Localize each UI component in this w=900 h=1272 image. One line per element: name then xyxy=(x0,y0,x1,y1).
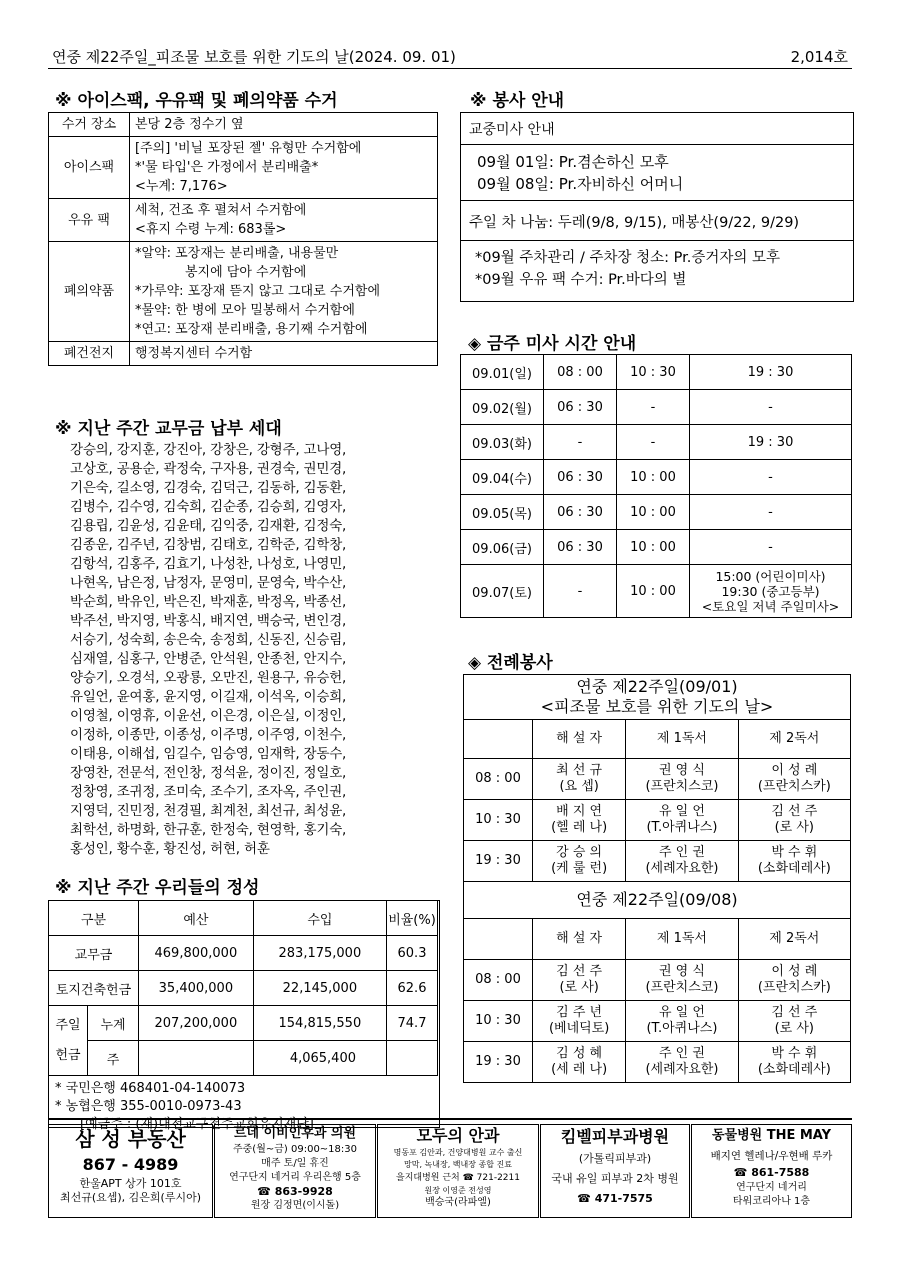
donor-line: 이정하, 이종만, 이종성, 이주명, 이주영, 이천수, xyxy=(70,727,347,743)
donor-line: 김종운, 김주년, 김창범, 김태호, 김학준, 김학창, xyxy=(70,537,347,553)
issue-title: 연중 제22주일_피조물 보호를 위한 기도의 날(2024. 09. 01) xyxy=(52,48,456,66)
table-row xyxy=(49,1041,438,1076)
date-cell: 09.03(화) xyxy=(461,425,544,460)
value-line: 세척, 건조 후 펼쳐서 수거함에 xyxy=(135,203,307,218)
collection-title: ※ 아이스팩, 우유팩 및 폐의약품 수거 xyxy=(55,91,338,111)
service-title: ※ 봉사 안내 xyxy=(470,91,565,111)
finance-title: ※ 지난 주간 우리들의 정성 xyxy=(55,878,260,898)
time-cell: 06 : 30 xyxy=(544,460,617,495)
row-label: 교무금 xyxy=(49,936,139,971)
baptism-name: (소화데레사) xyxy=(757,861,831,876)
income-cell: 154,815,550 xyxy=(253,1006,386,1041)
person-name: 김 선 주 xyxy=(771,1005,818,1020)
time-cell: 10 : 00 xyxy=(617,495,690,530)
ad-line: ☎ 471-7575 xyxy=(577,1192,653,1205)
baptism-name: (로 사) xyxy=(559,980,599,995)
person-name: 주 인 권 xyxy=(658,845,705,860)
person-name: 김 성 혜 xyxy=(556,1046,603,1061)
ad-line: 원장 이영준 전성영 xyxy=(424,1186,492,1195)
time-cell: 10 : 30 xyxy=(617,355,690,390)
time-header xyxy=(464,720,533,759)
note-line: *09월 우유 팩 수거: Pr.바다의 별 xyxy=(475,272,687,288)
mass-times-table xyxy=(460,354,852,618)
donor-line: 박순희, 박유인, 박은진, 박재훈, 박정옥, 박종선, xyxy=(70,594,347,610)
ad-line: 연구단지 네거리 우리은행 5층 xyxy=(229,1172,361,1183)
baptism-name: (프란치스카) xyxy=(757,779,831,794)
bank-account: * 국민은행 468401-04-140073 xyxy=(55,1081,246,1096)
liturgy-title: ◈ 전례봉사 xyxy=(468,653,553,673)
date-cell: 09.02(월) xyxy=(461,390,544,425)
time-cell: 10 : 00 xyxy=(617,530,690,565)
week-title xyxy=(464,675,851,720)
ad-line: 명동포 김안과, 건양대병원 교수 출신 xyxy=(393,1148,523,1157)
time-cell: 06 : 30 xyxy=(544,390,617,425)
table-row xyxy=(464,841,851,882)
time-cell: - xyxy=(617,425,690,460)
commentator-cell xyxy=(533,800,626,841)
ad-line: 백승국(라파엘) xyxy=(425,1197,491,1208)
row-key: 우유 팩 xyxy=(49,199,130,242)
ad-line: 국내 유일 피부과 2차 병원 xyxy=(551,1172,679,1185)
ad-line: 원장 김정면(이시돌) xyxy=(250,1200,340,1211)
col-header: 해 설 자 xyxy=(533,919,626,960)
reader2-cell xyxy=(738,800,850,841)
table-row xyxy=(49,901,438,936)
service-box xyxy=(460,112,854,302)
time-cell: 19 : 30 xyxy=(690,425,852,460)
group-label: 주일 xyxy=(55,1017,81,1033)
reader1-cell xyxy=(626,800,738,841)
value-line: *'물 타입'은 가정에서 분리배출* xyxy=(135,160,319,175)
person-name: 박 수 휘 xyxy=(771,845,818,860)
table-row xyxy=(49,137,438,199)
table-row xyxy=(49,199,438,242)
ad-line: 최선규(요셉), 김은희(루시아) xyxy=(59,1191,202,1204)
table-row xyxy=(464,675,851,720)
value-line: 봉지에 담아 수거함에 xyxy=(185,265,307,280)
collection-table xyxy=(48,112,438,366)
time-cell: - xyxy=(690,390,852,425)
time-cell: 08 : 00 xyxy=(464,759,533,800)
time-cell: 08 : 00 xyxy=(544,355,617,390)
row-group xyxy=(49,1006,88,1076)
value-line: 본당 2층 정수기 옆 xyxy=(135,117,244,132)
person-name: 권 영 식 xyxy=(658,763,705,778)
time-cell: - xyxy=(690,530,852,565)
row-value xyxy=(130,242,438,342)
time-cell: - xyxy=(544,565,617,618)
row-value xyxy=(130,199,438,242)
donor-line: 나현옥, 남은정, 남정자, 문영미, 문영숙, 박수산, xyxy=(70,575,347,591)
date-cell: 09.06(금) xyxy=(461,530,544,565)
donor-line: 고상호, 공용순, 곽정숙, 구자용, 권경숙, 권민경, xyxy=(70,461,347,477)
finance-table xyxy=(48,900,438,1076)
mass-info xyxy=(461,145,853,201)
person-name: 권 영 식 xyxy=(658,964,705,979)
sat-line: 19:30 (중고등부) xyxy=(721,583,820,599)
table-row xyxy=(461,355,852,390)
table-row xyxy=(464,800,851,841)
col-header: 제 1독서 xyxy=(626,720,738,759)
donor-line: 강승의, 강지훈, 강진아, 강창은, 강형주, 고나영, xyxy=(70,442,347,458)
week-title-line: <피조물 보호를 위한 기도의 날> xyxy=(540,697,774,716)
row-label: 주 xyxy=(88,1041,139,1076)
baptism-name: (요 셉) xyxy=(559,779,599,794)
person-name: 김 선 주 xyxy=(771,804,818,819)
table-row xyxy=(49,936,438,971)
week-title-line: 연중 제22주일(09/01) xyxy=(576,677,738,696)
income-cell: 283,175,000 xyxy=(253,936,386,971)
col-header: 제 1독서 xyxy=(626,919,738,960)
baptism-name: (T.아퀴나스) xyxy=(646,1021,718,1036)
ad-line: 을지대병원 근처 ☎ 721-2211 xyxy=(396,1173,520,1183)
donor-line: 장영찬, 전문석, 전인창, 정석윤, 정이진, 정일호, xyxy=(70,765,347,781)
person-name: 이 성 례 xyxy=(771,964,818,979)
table-row xyxy=(464,882,851,919)
date-cell: 09.05(목) xyxy=(461,495,544,530)
baptism-name: (로 사) xyxy=(774,1021,815,1036)
commentator-cell xyxy=(533,841,626,882)
date-cell: 09.07(토) xyxy=(461,565,544,618)
donor-line: 김용립, 김윤성, 김윤태, 김익중, 김재환, 김정숙, xyxy=(70,518,347,534)
commentator-cell xyxy=(533,1001,626,1042)
time-cell: - xyxy=(617,390,690,425)
budget-cell: 35,400,000 xyxy=(139,971,254,1006)
person-name: 김 선 주 xyxy=(556,964,603,979)
donor-line: 이영철, 이영휴, 이윤선, 이은경, 이은실, 이정인, xyxy=(70,708,347,724)
baptism-name: (프란치스카) xyxy=(757,980,831,995)
person-name: 주 인 권 xyxy=(658,1046,705,1061)
donor-line: 김병수, 김수영, 김숙희, 김순종, 김승희, 김영자, xyxy=(70,499,347,515)
page-header xyxy=(48,44,852,69)
ad-line: 주중(월~금) 09:00~18:30 xyxy=(232,1144,358,1155)
reader2-cell xyxy=(738,759,850,800)
row-value xyxy=(130,342,438,366)
table-row xyxy=(464,1001,851,1042)
donor-line: 양승기, 오경석, 오광룡, 오만진, 원용구, 유승헌, xyxy=(70,670,347,686)
reader1-cell xyxy=(626,1042,738,1083)
baptism-name: (프란치스코) xyxy=(645,980,719,995)
row-key: 아이스팩 xyxy=(49,137,130,199)
ad-name: 르네 이비인후과 의원 xyxy=(233,1126,357,1141)
value-line: [주의] '비닐 포장된 젤' 유형만 수거함에 xyxy=(135,141,362,156)
donor-line: 이태용, 이해섭, 임길수, 임승영, 임재학, 장동수, xyxy=(70,746,347,762)
table-row xyxy=(49,971,438,1006)
reader2-cell xyxy=(738,841,850,882)
budget-cell xyxy=(139,1041,254,1076)
ad-skin-clinic[interactable] xyxy=(540,1124,690,1218)
car-sharing: 주일 차 나눔: 두레(9/8, 9/15), 매봉산(9/22, 9/29) xyxy=(461,201,853,241)
bank-account: * 농협은행 355-0010-0973-43 xyxy=(55,1099,242,1114)
person-name: 김 주 년 xyxy=(556,1005,603,1020)
table-row xyxy=(464,759,851,800)
time-cell: 10 : 00 xyxy=(617,460,690,495)
baptism-name: (세례자요한) xyxy=(645,1062,719,1077)
reader1-cell xyxy=(626,1001,738,1042)
header-cell: 비율(%) xyxy=(387,901,438,936)
commentator-cell xyxy=(533,759,626,800)
ad-eye-clinic[interactable] xyxy=(377,1124,539,1218)
income-cell: 22,145,000 xyxy=(253,971,386,1006)
value-line: *연고: 포장재 분리배출, 용기째 수거함에 xyxy=(135,322,368,337)
table-row xyxy=(464,919,851,960)
sat-line: 15:00 (어린이미사) xyxy=(715,568,826,584)
issue-number: 2,014호 xyxy=(790,48,848,66)
ad-ent-clinic[interactable] xyxy=(214,1124,376,1218)
header-cell: 구분 xyxy=(49,901,139,936)
ad-real-estate[interactable] xyxy=(48,1124,213,1218)
row-label: 토지건축헌금 xyxy=(49,971,139,1006)
note-line: *09월 주차관리 / 주차장 청소: Pr.증거자의 모후 xyxy=(475,250,780,266)
reader2-cell xyxy=(738,1001,850,1042)
value-line: *가루약: 포장재 뜯지 않고 그대로 수거함에 xyxy=(135,284,381,299)
value-line: <누계: 7,176> xyxy=(135,179,228,194)
donor-line: 서승기, 성숙희, 송은숙, 송정희, 신동진, 신승림, xyxy=(70,632,347,648)
table-row xyxy=(49,113,438,137)
donors-title: ※ 지난 주간 교무금 납부 세대 xyxy=(55,419,282,439)
person-name: 유 일 언 xyxy=(658,1005,705,1020)
account-owner: [예금주 : (재)대전교구천주교회유지재단] xyxy=(80,1117,314,1132)
baptism-name: (세 레 나) xyxy=(551,1062,608,1077)
reader1-cell xyxy=(626,841,738,882)
time-cell: 10 : 30 xyxy=(464,1001,533,1042)
income-cell: 4,065,400 xyxy=(253,1041,386,1076)
time-cell: 19 : 30 xyxy=(464,841,533,882)
ad-line: 타워코리아나 1층 xyxy=(732,1196,811,1207)
budget-cell: 469,800,000 xyxy=(139,936,254,971)
person-name: 박 수 휘 xyxy=(771,1046,818,1061)
col-header: 제 2독서 xyxy=(738,919,850,960)
table-row xyxy=(464,960,851,1001)
value-line: <휴지 수령 누계: 683롤> xyxy=(135,222,287,237)
ad-line: ☎ 861-7588 xyxy=(733,1166,810,1179)
commentator-cell xyxy=(533,960,626,1001)
table-row xyxy=(464,1042,851,1083)
header-cell: 수입 xyxy=(253,901,386,936)
mass-line: 09월 01일: Pr.겸손하신 모후 xyxy=(477,153,669,171)
donor-line: 홍성인, 황수훈, 황진성, 허현, 허훈 xyxy=(70,841,270,857)
donor-line: 정창영, 조귀정, 조미숙, 조수기, 조자옥, 주인권, xyxy=(70,784,347,800)
ad-line: ☎ 863-9928 xyxy=(257,1185,333,1198)
donor-line: 기은숙, 길소영, 김경숙, 김덕근, 김동하, 김동환, xyxy=(70,480,347,496)
value-line: 행정복지센터 수거함 xyxy=(135,346,253,361)
time-cell xyxy=(690,565,852,618)
ad-name: 킴벨피부과병원 xyxy=(560,1127,670,1146)
ad-line: 매주 토/일 휴진 xyxy=(261,1158,329,1169)
ratio-cell xyxy=(387,1041,438,1076)
time-cell: 19 : 30 xyxy=(690,355,852,390)
table-row xyxy=(461,530,852,565)
donor-line: 유일언, 윤여홍, 윤지영, 이길재, 이석옥, 이승희, xyxy=(70,689,347,705)
baptism-name: (헬 레 나) xyxy=(551,820,608,835)
time-cell: 06 : 30 xyxy=(544,530,617,565)
donor-line: 지영덕, 진민정, 천경필, 최계천, 최선규, 최성윤, xyxy=(70,803,347,819)
sat-line: <토요일 저녁 주일미사> xyxy=(701,598,840,614)
table-row xyxy=(461,425,852,460)
row-key: 수거 장소 xyxy=(49,113,130,137)
table-row xyxy=(461,495,852,530)
donor-line: 박주선, 박지영, 박홍식, 배지연, 백승국, 변인경, xyxy=(70,613,347,629)
finance-box xyxy=(48,900,440,1132)
ad-name: 동물병원 THE MAY xyxy=(711,1128,832,1143)
baptism-name: (프란치스코) xyxy=(645,779,719,794)
liturgy-table xyxy=(463,674,851,1083)
person-name: 유 일 언 xyxy=(658,804,705,819)
reader1-cell xyxy=(626,960,738,1001)
table-row xyxy=(461,460,852,495)
group-label: 헌금 xyxy=(55,1047,81,1063)
row-value xyxy=(130,137,438,199)
time-cell: - xyxy=(544,425,617,460)
baptism-name: (케 룰 런) xyxy=(551,861,608,876)
baptism-name: (베네딕토) xyxy=(548,1021,610,1036)
table-row xyxy=(461,565,852,618)
donor-line: 심재열, 심홍구, 안병준, 안석원, 안종천, 안지수, xyxy=(70,651,347,667)
row-key: 폐건전지 xyxy=(49,342,130,366)
reader2-cell xyxy=(738,960,850,1001)
ad-line: 연구단지 네거리 xyxy=(736,1182,807,1193)
donor-list xyxy=(70,441,440,859)
ad-name: 삼 성 부동산 xyxy=(75,1127,186,1151)
time-cell: 19 : 30 xyxy=(464,1042,533,1083)
person-name: 이 성 례 xyxy=(771,763,818,778)
date-cell: 09.04(수) xyxy=(461,460,544,495)
header-cell: 예산 xyxy=(139,901,254,936)
ratio-cell: 62.6 xyxy=(387,971,438,1006)
donor-line: 김항석, 김홍주, 김효기, 나성찬, 나성호, 나영민, xyxy=(70,556,347,572)
table-row xyxy=(49,1006,438,1041)
table-row xyxy=(49,342,438,366)
row-key: 폐의약품 xyxy=(49,242,130,342)
service-notes xyxy=(461,241,853,291)
col-header: 제 2독서 xyxy=(738,720,850,759)
ratio-cell: 74.7 xyxy=(387,1006,438,1041)
person-name: 배 지 연 xyxy=(556,804,603,819)
row-label: 누계 xyxy=(88,1006,139,1041)
time-cell: 08 : 00 xyxy=(464,960,533,1001)
reader1-cell xyxy=(626,759,738,800)
col-header: 해 설 자 xyxy=(533,720,626,759)
ad-animal-hospital[interactable] xyxy=(691,1124,852,1218)
commentator-cell xyxy=(533,1042,626,1083)
ad-line: 배지연 헬레나/우현배 루카 xyxy=(710,1150,833,1162)
budget-cell: 207,200,000 xyxy=(139,1006,254,1041)
ads-footer xyxy=(48,1118,852,1216)
week-title: 연중 제22주일(09/08) xyxy=(464,882,851,919)
ad-line: (가톨릭피부과) xyxy=(578,1152,652,1165)
time-cell: 06 : 30 xyxy=(544,495,617,530)
baptism-name: (T.아퀴나스) xyxy=(646,820,718,835)
table-row xyxy=(464,720,851,759)
baptism-name: (소화데레사) xyxy=(757,1062,831,1077)
baptism-name: (세례자요한) xyxy=(645,861,719,876)
table-row xyxy=(49,242,438,342)
person-name: 최 선 규 xyxy=(556,763,603,778)
time-cell: 10 : 30 xyxy=(464,800,533,841)
ratio-cell: 60.3 xyxy=(387,936,438,971)
value-line: *물약: 한 병에 모아 밀봉해서 수거함에 xyxy=(135,303,355,318)
ad-line: 한울APT 상가 101호 xyxy=(79,1177,182,1190)
person-name: 강 승 의 xyxy=(556,845,603,860)
date-cell: 09.01(일) xyxy=(461,355,544,390)
time-cell: - xyxy=(690,460,852,495)
table-row xyxy=(461,390,852,425)
ad-line: 867 - 4989 xyxy=(82,1155,179,1174)
time-cell: - xyxy=(690,495,852,530)
mass-title: 교중미사 안내 xyxy=(461,113,853,145)
value-line: *알약: 포장재는 분리배출, 내용물만 xyxy=(135,246,339,261)
time-header xyxy=(464,919,533,960)
row-value xyxy=(130,113,438,137)
baptism-name: (로 사) xyxy=(774,820,815,835)
reader2-cell xyxy=(738,1042,850,1083)
mass-times-title: ◈ 금주 미사 시간 안내 xyxy=(468,334,637,354)
ad-name: 모두의 안과 xyxy=(416,1126,500,1145)
time-cell: 10 : 00 xyxy=(617,565,690,618)
ad-line: 망막, 녹내장, 백내장 종합 진료 xyxy=(404,1160,512,1169)
donor-line: 최학선, 하명화, 한규훈, 한정숙, 현영학, 홍기숙, xyxy=(70,822,347,838)
mass-line: 09월 08일: Pr.자비하신 어머니 xyxy=(477,175,684,193)
